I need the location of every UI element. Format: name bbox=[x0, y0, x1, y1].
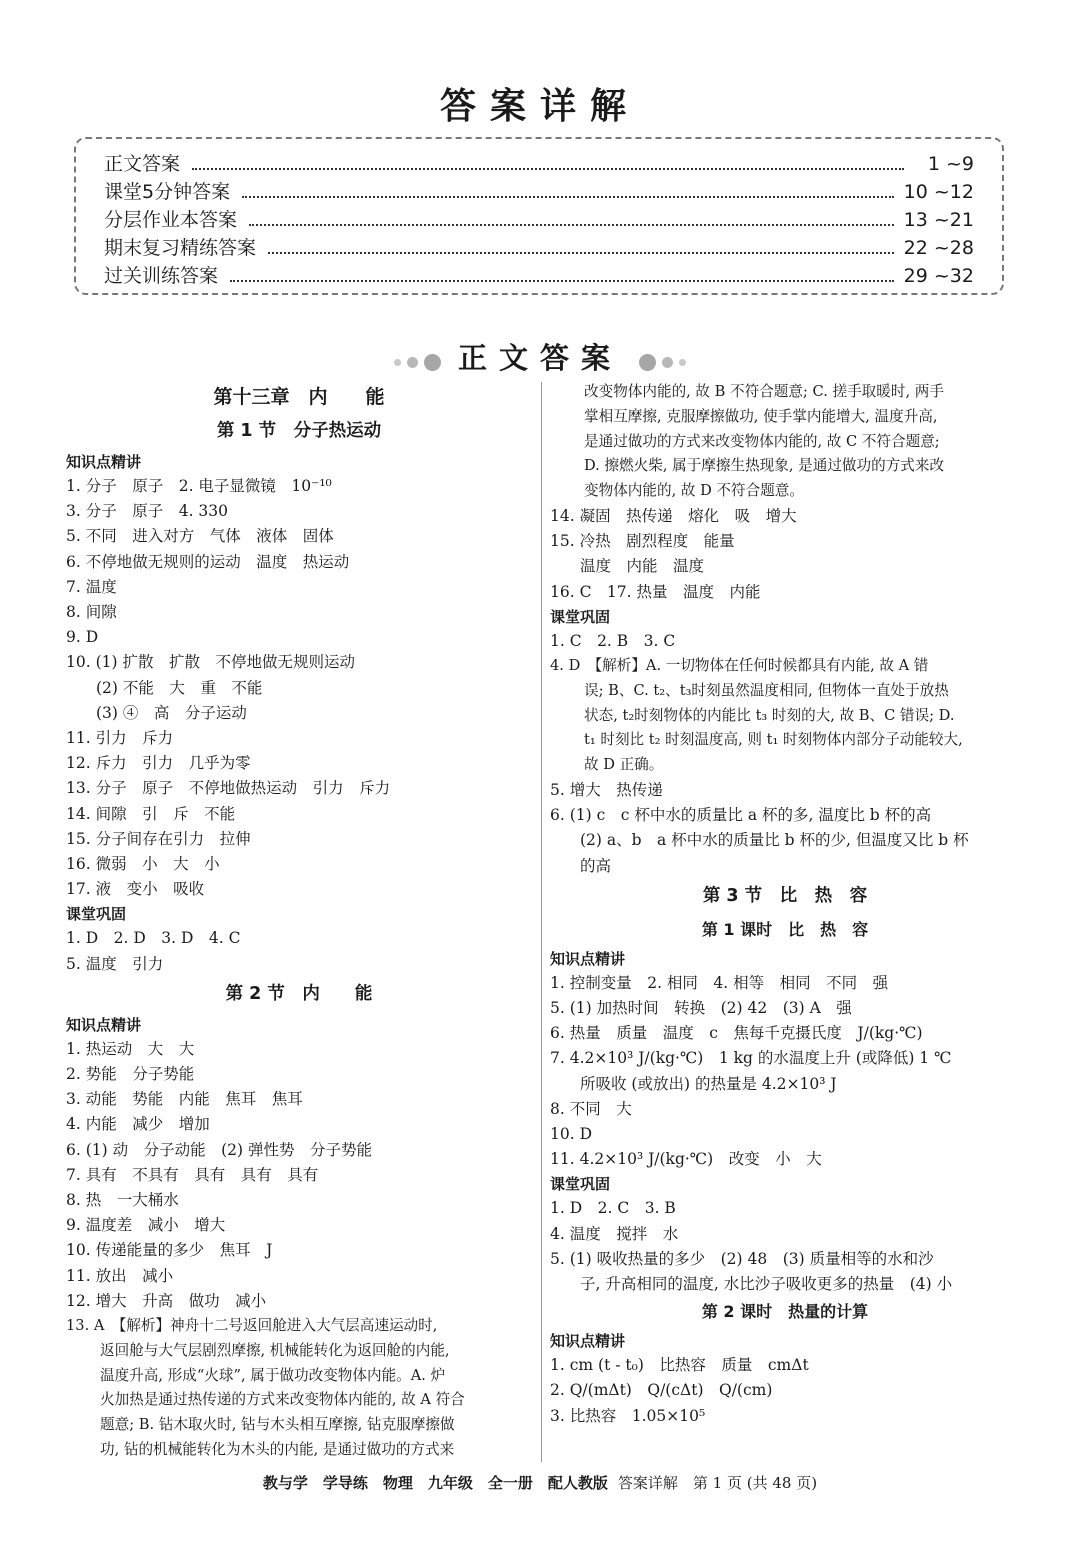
toc-pages: 10 ~12 bbox=[903, 181, 974, 203]
answer-line: (3) ④ 高 分子运动 bbox=[96, 703, 247, 722]
answer-line: 1. 控制变量 2. 相同 4. 相等 相同 不同 强 bbox=[550, 973, 889, 992]
answer-line: 9. 温度差 减小 增大 bbox=[66, 1216, 226, 1235]
answer-line: 9. D bbox=[66, 628, 99, 647]
toc-leader bbox=[268, 252, 894, 254]
answer-line: 13. 分子 原子 不停地做热运动 引力 斥力 bbox=[66, 779, 391, 798]
answer-line: 3. 比热容 1.05×10⁵ bbox=[550, 1406, 706, 1425]
toc-pages: 22 ~28 bbox=[903, 237, 974, 259]
answer-line: (2) 不能 大 重 不能 bbox=[96, 678, 263, 697]
decorative-dots-right bbox=[636, 343, 689, 377]
toc-pages: 29 ~32 bbox=[903, 265, 974, 287]
column-divider bbox=[541, 382, 542, 1462]
answer-line: 3. 分子 原子 4. 330 bbox=[66, 502, 229, 521]
footer-page-info: 答案详解 第 1 页 (共 48 页) bbox=[617, 1474, 818, 1492]
answer-line: 4. 内能 减少 增加 bbox=[66, 1115, 210, 1134]
toc-label: 课堂5分钟答案 bbox=[104, 181, 231, 203]
answer-line: 16. 微弱 小 大 小 bbox=[66, 855, 220, 874]
answer-line: 5. (1) 加热时间 转换 (2) 42 (3) A 强 bbox=[550, 999, 852, 1017]
decorative-dots-left bbox=[391, 343, 444, 377]
toc-pages: 13 ~21 bbox=[903, 209, 974, 231]
answer-line: 2. Q/(mΔt) Q/(cΔt) Q/(cm) bbox=[550, 1381, 773, 1400]
toc-row[interactable] bbox=[104, 177, 974, 205]
answer-line: 所吸收 (或放出) 的热量是 4.2×10³ J bbox=[580, 1074, 837, 1093]
footer-book-title: 教与学 学导练 物理 九年级 全一册 配人教版 bbox=[262, 1474, 608, 1492]
subsection-heading: 知识点精讲 bbox=[66, 1015, 142, 1034]
lesson-heading: 第 2 课时 热量的计算 bbox=[701, 1302, 869, 1322]
explanation-line: 4. D 【解析】A. 一切物体在任何时候都具有内能, 故 A 错 bbox=[550, 657, 929, 674]
subsection-heading: 课堂巩固 bbox=[66, 905, 127, 924]
answer-line: 5. 增大 热传递 bbox=[550, 780, 663, 799]
left-column bbox=[66, 380, 532, 1463]
answer-line: 16. C 17. 热量 温度 内能 bbox=[550, 582, 761, 601]
explanation-line: 温度升高, 形成“火球”, 属于做功改变物体内能。A. 炉 bbox=[100, 1366, 446, 1384]
explanation-line: 返回舱与大气层剧烈摩擦, 机械能转化为返回舱的内能, bbox=[100, 1341, 450, 1359]
subsection-heading: 知识点精讲 bbox=[550, 949, 626, 968]
answer-line: 2. 势能 分子势能 bbox=[66, 1065, 195, 1084]
answer-line: 10. 传递能量的多少 焦耳 J bbox=[66, 1241, 273, 1260]
toc-label: 分层作业本答案 bbox=[104, 209, 238, 231]
toc-leader bbox=[242, 196, 894, 198]
answer-line: 温度 内能 温度 bbox=[580, 557, 705, 576]
subsection-heading: 课堂巩固 bbox=[550, 1175, 611, 1194]
banner-title: 正文答案 bbox=[457, 341, 622, 375]
toc-label: 期末复习精练答案 bbox=[104, 237, 257, 259]
explanation-line: 功, 钻的机械能转化为木头的内能, 是通过做功的方式来 bbox=[100, 1441, 455, 1459]
answer-line: 6. (1) c c 杯中水的质量比 a 杯的多, 温度比 b 杯的高 bbox=[550, 806, 932, 825]
answer-line: 7. 具有 不具有 具有 具有 具有 bbox=[66, 1165, 319, 1184]
toc-row[interactable] bbox=[104, 149, 974, 177]
toc-row[interactable] bbox=[104, 261, 974, 289]
explanation-line: 掌相互摩擦, 克服摩擦做功, 使手掌内能增大, 温度升高, bbox=[584, 407, 938, 425]
answer-line: 11. 引力 斥力 bbox=[66, 729, 174, 748]
toc-row[interactable] bbox=[104, 233, 974, 261]
answer-line: 10. D bbox=[550, 1125, 593, 1144]
page-title: 答案详解 bbox=[439, 86, 640, 127]
explanation-line: 变物体内能的, 故 D 不符合题意。 bbox=[584, 482, 804, 500]
explanation-line: 是通过做功的方式来改变物体内能的, 故 C 不符合题意; bbox=[584, 432, 940, 450]
answer-line: 11. 4.2×10³ J/(kg·℃) 改变 小 大 bbox=[550, 1150, 822, 1169]
answer-line: 14. 凝固 热传递 熔化 吸 增大 bbox=[550, 506, 797, 525]
answer-line: 1. 热运动 大 大 bbox=[66, 1039, 195, 1058]
explanation-line: 火加热是通过热传递的方式来改变物体内能的, 故 A 符合 bbox=[100, 1391, 465, 1409]
answer-line: 1. cm (t - t₀) 比热容 质量 cmΔt bbox=[550, 1356, 809, 1375]
answer-line: 1. D 2. C 3. B bbox=[550, 1199, 676, 1218]
answer-line: 的高 bbox=[580, 856, 612, 875]
answer-line: 1. 分子 原子 2. 电子显微镜 10⁻¹⁰ bbox=[66, 477, 332, 495]
explanation-line: t₁ 时刻比 t₂ 时刻温度高, 则 t₁ 时刻物体内部分子动能较大, bbox=[584, 731, 963, 749]
subsection-heading: 课堂巩固 bbox=[550, 607, 611, 626]
answer-line: (2) a、b a 杯中水的质量比 b 杯的少, 但温度又比 b 杯 bbox=[580, 831, 969, 850]
answer-line: 10. (1) 扩散 扩散 不停地做无规则运动 bbox=[66, 653, 355, 672]
explanation-line: 状态, t₂时刻物体的内能比 t₃ 时刻的大, 故 B、C 错误; D. bbox=[584, 706, 955, 724]
answer-line: 15. 分子间存在引力 拉伸 bbox=[66, 829, 251, 848]
answer-line: 5. 温度 引力 bbox=[66, 954, 164, 973]
answer-line: 1. C 2. B 3. C bbox=[550, 631, 676, 650]
answer-line: 8. 热 一大桶水 bbox=[66, 1191, 179, 1210]
answer-line: 6. 不停地做无规则的运动 温度 热运动 bbox=[66, 552, 350, 571]
answer-line: 3. 动能 势能 内能 焦耳 焦耳 bbox=[66, 1090, 303, 1109]
section-banner bbox=[0, 336, 1080, 377]
explanation-line: D. 擦燃火柴, 属于摩擦生热现象, 是通过做功的方式来改 bbox=[584, 457, 945, 475]
answer-line: 1. D 2. D 3. D 4. C bbox=[66, 929, 241, 948]
answer-line: 11. 放出 减小 bbox=[66, 1266, 174, 1285]
right-column bbox=[550, 380, 1020, 1429]
answer-line: 8. 不同 大 bbox=[550, 1099, 632, 1118]
explanation-line: 题意; B. 钻木取火时, 钻与木头相互摩擦, 钻克服摩擦做 bbox=[100, 1416, 455, 1434]
toc-label: 过关训练答案 bbox=[104, 265, 219, 287]
answer-line: 12. 斥力 引力 几乎为零 bbox=[66, 754, 251, 773]
answer-line: 6. (1) 动 分子动能 (2) 弹性势 分子势能 bbox=[66, 1140, 372, 1159]
answer-line: 5. (1) 吸收热量的多少 (2) 48 (3) 质量相等的水和沙 bbox=[550, 1249, 934, 1268]
section-heading: 第 3 节 比 热 容 bbox=[702, 885, 868, 906]
subsection-heading: 知识点精讲 bbox=[550, 1332, 626, 1351]
answer-line: 6. 热量 质量 温度 c 焦每千克摄氏度 J/(kg·℃) bbox=[550, 1024, 923, 1043]
table-of-contents bbox=[74, 137, 1004, 295]
section-heading: 第 2 节 内 能 bbox=[225, 983, 373, 1004]
chapter-heading: 第十三章 内 能 bbox=[213, 386, 385, 408]
answer-line: 17. 液 变小 吸收 bbox=[66, 880, 205, 899]
explanation-line: 13. A 【解析】神舟十二号返回舱进入大气层高速运动时, bbox=[66, 1317, 438, 1335]
toc-pages: 1 ~9 bbox=[927, 153, 974, 175]
answer-line: 子, 升高相同的温度, 水比沙子吸收更多的热量 (4) 小 bbox=[580, 1275, 953, 1294]
toc-leader bbox=[230, 280, 894, 282]
subsection-heading: 知识点精讲 bbox=[66, 453, 142, 471]
page-footer bbox=[0, 1472, 1080, 1493]
answer-line: 8. 间隙 bbox=[66, 603, 117, 622]
answer-line: 4. 温度 搅拌 水 bbox=[550, 1224, 679, 1243]
section-heading: 第 1 节 分子热运动 bbox=[216, 421, 382, 441]
answer-line: 14. 间隙 引 斥 不能 bbox=[66, 804, 236, 823]
toc-row[interactable] bbox=[104, 205, 974, 233]
explanation-line: 误; B、C. t₂、t₃时刻虽然温度相同, 但物体一直处于放热 bbox=[584, 681, 949, 699]
answer-line: 15. 冷热 剧烈程度 能量 bbox=[550, 532, 735, 551]
answer-line: 5. 不同 进入对方 气体 液体 固体 bbox=[66, 527, 334, 546]
answer-line: 12. 增大 升高 做功 减小 bbox=[66, 1291, 267, 1310]
explanation-line: 故 D 正确。 bbox=[584, 756, 664, 774]
answer-line: 7. 4.2×10³ J/(kg·℃) 1 kg 的水温度上升 (或降低) 1 ℃ bbox=[550, 1049, 952, 1068]
explanation-line: 改变物体内能的, 故 B 不符合题意; C. 搓手取暖时, 两手 bbox=[584, 383, 944, 400]
toc-leader bbox=[249, 224, 894, 226]
toc-label: 正文答案 bbox=[104, 153, 181, 175]
answer-line: 7. 温度 bbox=[66, 577, 117, 596]
toc-leader bbox=[192, 168, 904, 170]
lesson-heading: 第 1 课时 比 热 容 bbox=[701, 919, 869, 939]
